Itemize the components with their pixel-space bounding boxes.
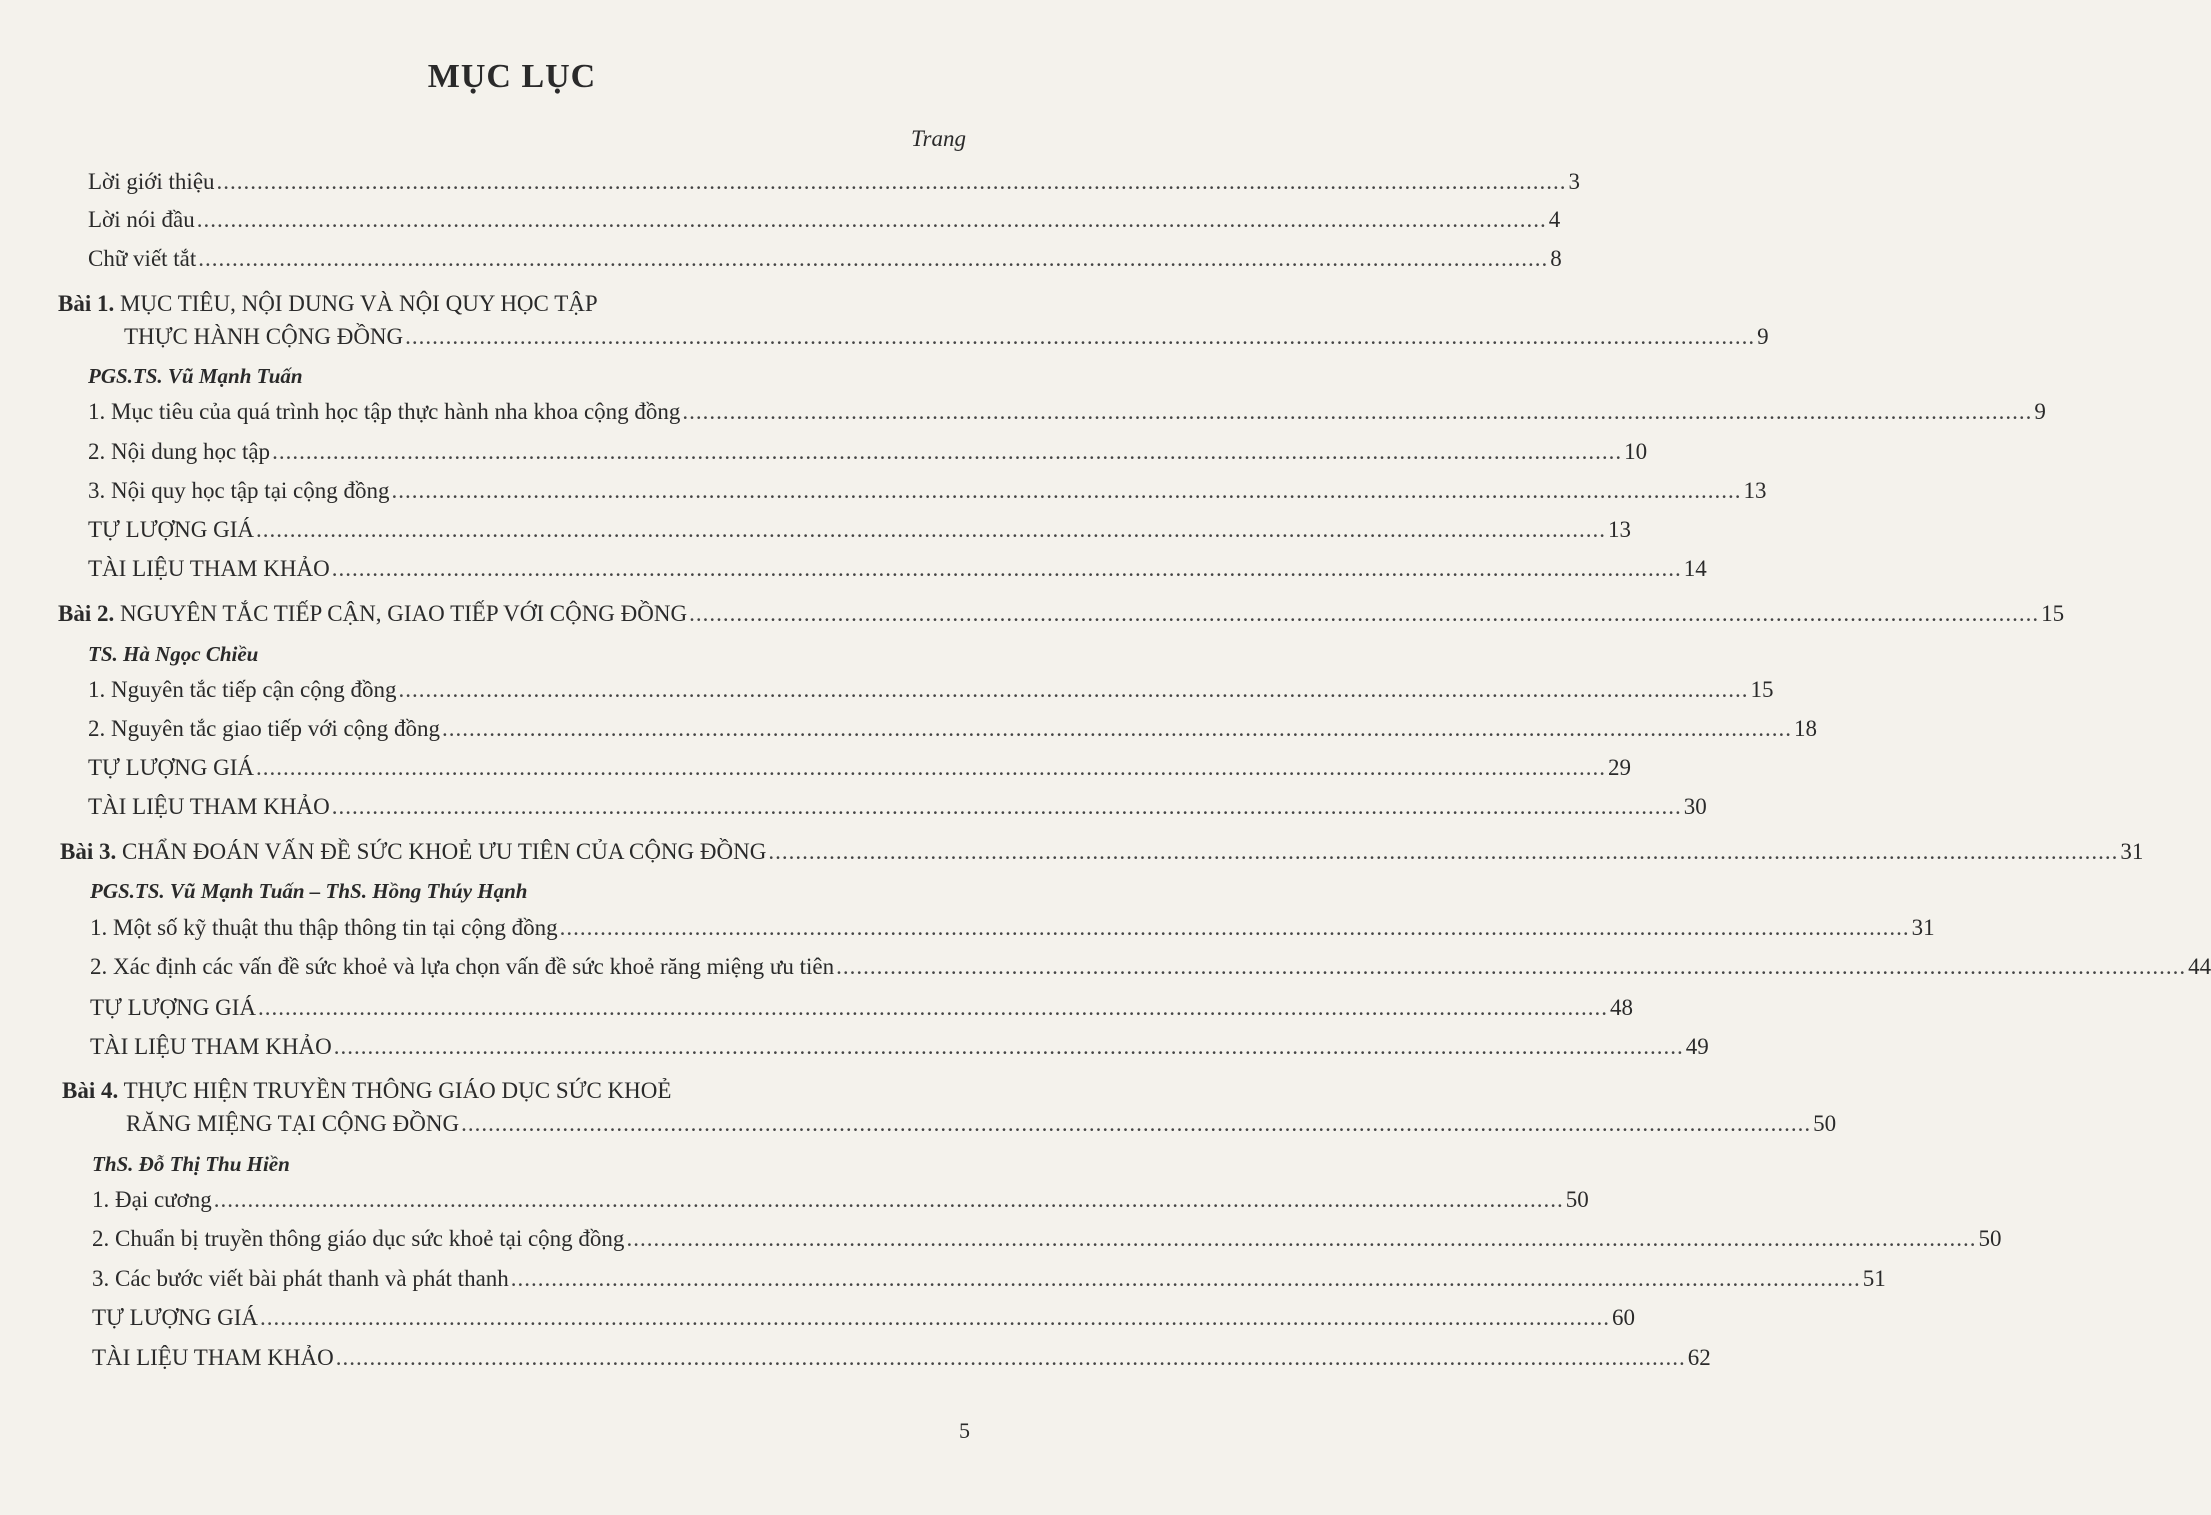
dot-leader: ........................................................................................................................................................................................................ — [198, 246, 1549, 271]
dot-leader: ........................................................................................................................................................................................................ — [272, 439, 1623, 464]
toc-entry-page: 13 — [1608, 517, 1631, 542]
dot-leader: ........................................................................................................................................................................................................ — [331, 794, 1682, 819]
lesson-heading — [60, 838, 2144, 866]
page-title: MỤC LỤC — [427, 58, 597, 95]
toc-entry-page: 31 — [1911, 915, 1935, 940]
toc-entry-page: 15 — [1750, 677, 1774, 702]
toc-entry — [90, 914, 1935, 942]
dot-leader: ........................................................................................................................................................................................................ — [333, 1034, 1684, 1059]
dot-leader: ........................................................................................................................................................................................................ — [256, 755, 1606, 780]
toc-entry-title: 2. Nội dung học tập — [88, 439, 271, 464]
dot-leader: ........................................................................................................................................................................................................ — [626, 1226, 1977, 1251]
toc-entry-page: 50 — [1565, 1187, 1589, 1212]
dot-leader: ........................................................................................................................................................................................................ — [335, 1345, 1686, 1370]
toc-entry-title: 2. Xác định các vấn đề sức khoẻ và lựa chọn vấn đề sức khoẻ răng miệng ưu tiên — [90, 954, 835, 979]
toc-entry — [88, 555, 1707, 583]
lesson-heading — [58, 600, 2065, 628]
toc-entry — [88, 516, 1631, 544]
toc-entry — [92, 1304, 1635, 1332]
lesson-heading-continuation — [124, 323, 1769, 351]
toc-entry-page: 44 — [2188, 954, 2211, 979]
lesson-label: Bài 4. — [62, 1078, 119, 1103]
toc-entry — [88, 245, 1562, 273]
toc-entry-title: TỰ LƯỢNG GIÁ — [90, 995, 256, 1020]
lesson-page: 15 — [2041, 601, 2065, 626]
toc-entry — [88, 477, 1767, 505]
page-column-label: Trang — [911, 126, 966, 151]
lesson-page: 50 — [1813, 1111, 1837, 1136]
dot-leader: ........................................................................................................................................................................................................ — [398, 677, 1749, 702]
toc-entry-page: 48 — [1610, 995, 1633, 1020]
dot-leader: ........................................................................................................................................................................................................ — [391, 478, 1742, 503]
toc-entry-title: 2. Chuẩn bị truyền thông giáo dục sức khoẻ tại cộng đồng — [92, 1226, 625, 1251]
toc-entry-title: 1. Đại cương — [92, 1187, 212, 1212]
lesson-author: TS. Hà Ngọc Chiều — [88, 642, 259, 666]
toc-entry — [88, 168, 1581, 196]
lesson-title: NGUYÊN TẮC TIẾP CẬN, GIAO TIẾP VỚI CỘNG ĐỒNG — [119, 601, 688, 626]
lesson-author: PGS.TS. Vũ Mạnh Tuấn – ThS. Hồng Thúy Hạnh — [90, 879, 528, 903]
dot-leader: ........................................................................................................................................................................................................ — [260, 1305, 1610, 1330]
toc-entry — [88, 438, 1648, 466]
toc-entry-page: 9 — [2034, 399, 2046, 424]
toc-entry — [92, 1265, 1886, 1293]
toc-entry — [88, 398, 2046, 426]
toc-entry-title: TÀI LIỆU THAM KHẢO — [90, 1034, 332, 1059]
toc-entry-title: TÀI LIỆU THAM KHẢO — [88, 794, 330, 819]
toc-entry-title: 2. Nguyên tắc giao tiếp với cộng đồng — [88, 716, 440, 741]
lesson-title: CHẨN ĐOÁN VẤN ĐỀ SỨC KHOẺ ƯU TIÊN CỦA CỘNG ĐỒNG — [121, 839, 767, 864]
lesson-page: 31 — [2120, 839, 2144, 864]
dot-leader: ........................................................................................................................................................................................................ — [196, 207, 1547, 232]
lesson-author: PGS.TS. Vũ Mạnh Tuấn — [88, 364, 303, 388]
toc-entry-title: TỰ LƯỢNG GIÁ — [88, 517, 254, 542]
toc-entry-page: 4 — [1548, 207, 1561, 232]
toc-entry-title: 3. Nội quy học tập tại cộng đồng — [88, 478, 390, 503]
toc-entry-page: 8 — [1550, 246, 1562, 271]
dot-leader: ........................................................................................................................................................................................................ — [461, 1111, 1812, 1136]
dot-leader: ........................................................................................................................................................................................................ — [836, 954, 2187, 979]
lesson-title: RĂNG MIỆNG TẠI CỘNG ĐỒNG — [126, 1111, 460, 1136]
toc-entry — [90, 994, 1633, 1022]
dot-leader: ........................................................................................................................................................................................................ — [256, 517, 1606, 542]
toc-entry-title: 3. Các bước viết bài phát thanh và phát thanh — [92, 1266, 509, 1291]
toc-entry-page: 3 — [1568, 169, 1581, 194]
toc-entry-page: 60 — [1612, 1305, 1635, 1330]
toc-entry-title: TỰ LƯỢNG GIÁ — [88, 755, 254, 780]
dot-leader: ........................................................................................................................................................................................................ — [258, 995, 1608, 1020]
toc-entry-page: 30 — [1683, 794, 1707, 819]
lesson-label: Bài 1. — [58, 291, 115, 316]
dot-leader: ........................................................................................................................................................................................................ — [689, 601, 2040, 626]
dot-leader: ........................................................................................................................................................................................................ — [510, 1266, 1861, 1291]
lesson-heading-continuation — [126, 1110, 1837, 1138]
toc-entry-title: 1. Một số kỹ thuật thu thập thông tin tại cộng đồng — [90, 915, 558, 940]
toc-entry-page: 13 — [1743, 478, 1767, 503]
dot-leader: ........................................................................................................................................................................................................ — [441, 716, 1792, 741]
toc-entry — [88, 715, 1817, 743]
lesson-author: ThS. Đỗ Thị Thu Hiền — [92, 1152, 290, 1176]
toc-entry-page: 29 — [1608, 755, 1631, 780]
toc-entry-page: 62 — [1687, 1345, 1711, 1370]
toc-entry-page: 18 — [1793, 716, 1817, 741]
lesson-title: THỰC HÀNH CỘNG ĐỒNG — [124, 324, 404, 349]
dot-leader: ........................................................................................................................................................................................................ — [331, 556, 1682, 581]
toc-entry-title: TÀI LIỆU THAM KHẢO — [92, 1345, 334, 1370]
dot-leader: ........................................................................................................................................................................................................ — [682, 399, 2033, 424]
lesson-page: 9 — [1757, 324, 1769, 349]
toc-entry — [90, 953, 2211, 981]
lesson-label: Bài 3. — [60, 839, 117, 864]
dot-leader: ........................................................................................................................................................................................................ — [213, 1187, 1564, 1212]
toc-entry-title: Lời nói đầu — [88, 207, 195, 232]
toc-entry — [92, 1344, 1711, 1372]
toc-entry — [88, 793, 1707, 821]
lesson-title: THỰC HIỆN TRUYỀN THÔNG GIÁO DỤC SỨC KHOẺ — [123, 1078, 672, 1103]
toc-entry-page: 49 — [1685, 1034, 1709, 1059]
toc-entry — [88, 754, 1631, 782]
toc-entry — [90, 1033, 1709, 1061]
toc-entry-page: 14 — [1683, 556, 1707, 581]
toc-entry-title: Lời giới thiệu — [88, 169, 215, 194]
lesson-title: MỤC TIÊU, NỘI DUNG VÀ NỘI QUY HỌC TẬP — [119, 291, 598, 316]
toc-entry-title: Chữ viết tắt — [88, 246, 197, 271]
dot-leader: ........................................................................................................................................................................................................ — [559, 915, 1910, 940]
toc-entry — [88, 206, 1561, 234]
toc-entry — [92, 1186, 1589, 1214]
toc-entry-page: 10 — [1624, 439, 1648, 464]
page-number: 5 — [959, 1418, 970, 1443]
toc-entry — [92, 1225, 2002, 1253]
lesson-heading — [58, 290, 598, 318]
toc-entry-title: 1. Nguyên tắc tiếp cận cộng đồng — [88, 677, 397, 702]
toc-entry — [88, 676, 1774, 704]
toc-entry-title: 1. Mục tiêu của quá trình học tập thực hành nha khoa cộng đồng — [88, 399, 681, 424]
dot-leader: ........................................................................................................................................................................................................ — [216, 169, 1567, 194]
toc-entry-page: 51 — [1862, 1266, 1886, 1291]
dot-leader: ........................................................................................................................................................................................................ — [768, 839, 2119, 864]
toc-entry-title: TÀI LIỆU THAM KHẢO — [88, 556, 330, 581]
lesson-label: Bài 2. — [58, 601, 115, 626]
toc-entry-title: TỰ LƯỢNG GIÁ — [92, 1305, 258, 1330]
dot-leader: ........................................................................................................................................................................................................ — [405, 324, 1756, 349]
toc-entry-page: 50 — [1978, 1226, 2002, 1251]
lesson-heading — [62, 1077, 671, 1105]
